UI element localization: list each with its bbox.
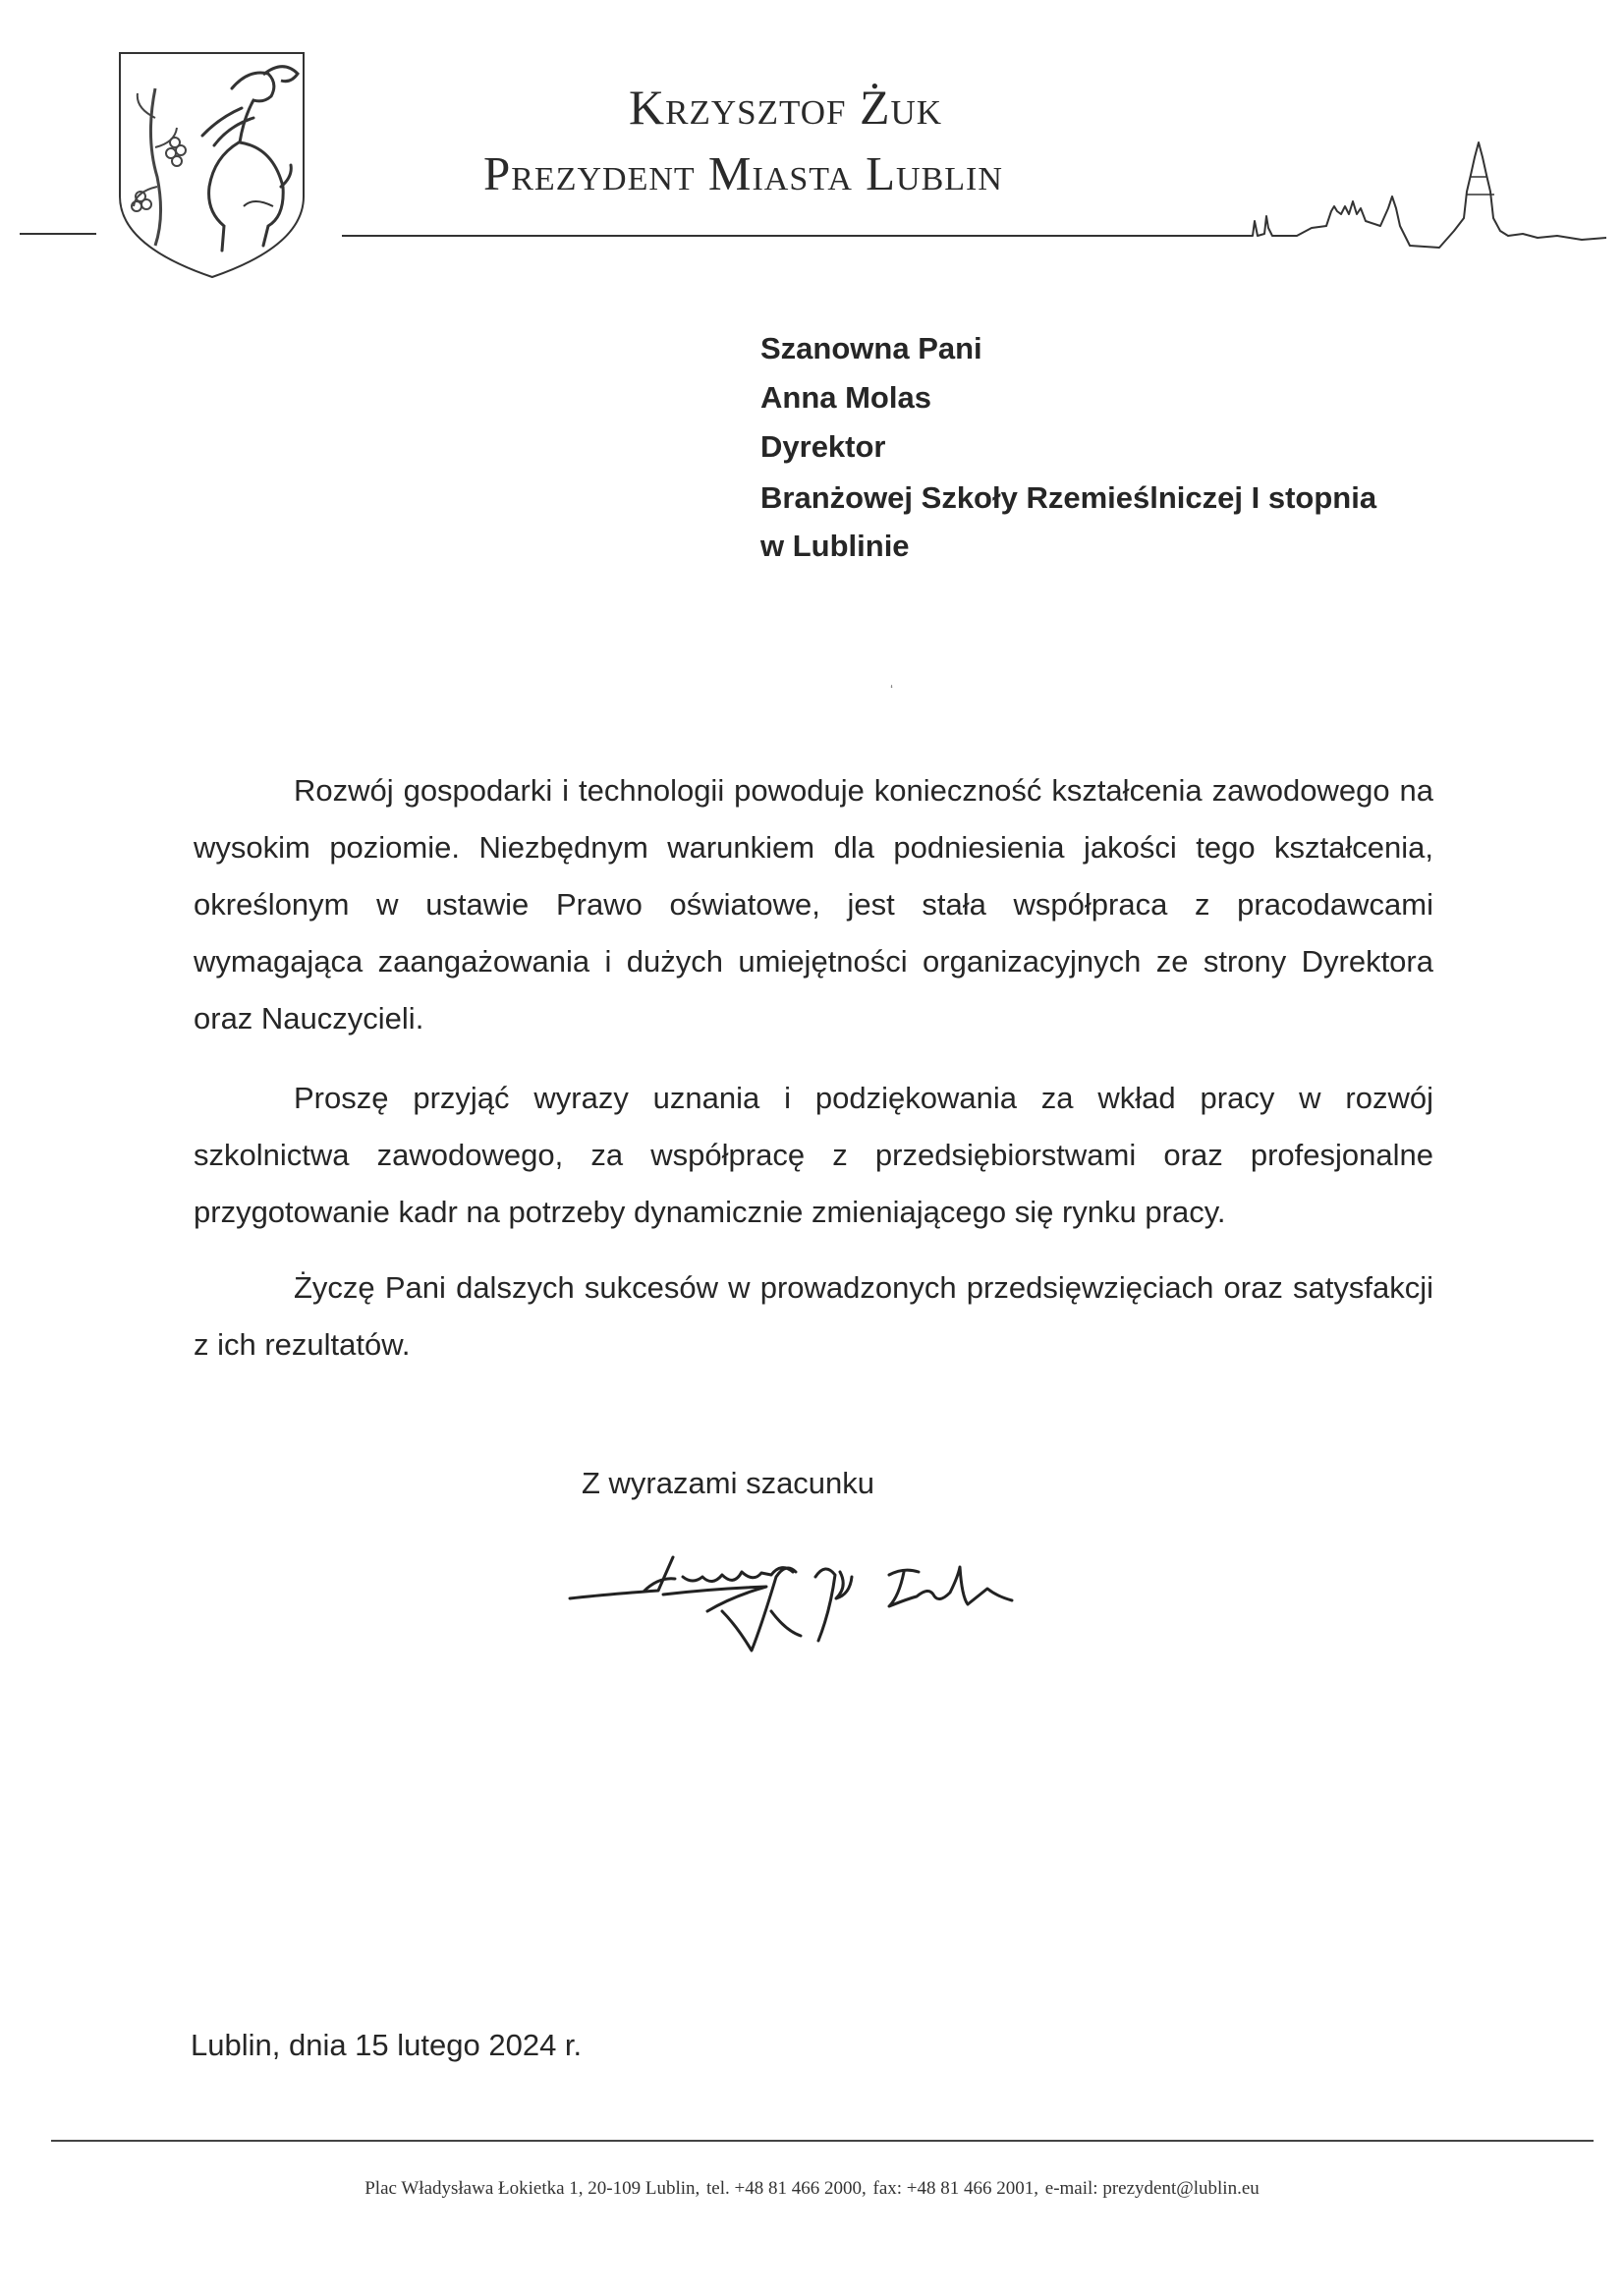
letter-body-3 <box>194 1259 1433 1373</box>
lublin-goat-crest-icon <box>116 49 308 280</box>
body-paragraph-3: Życzę Pani dalszych sukcesów w prowadzonych przedsięwzięciach oraz satysfakcji z ich rezultatów. <box>194 1270 1433 1362</box>
footer-fax: fax: +48 81 466 2001, <box>872 2178 1039 2199</box>
letter-body <box>194 762 1433 1047</box>
body-paragraph-1: Rozwój gospodarki i technologii powoduje konieczność kształcenia zawodowego na wysokim poziomie. Niezbędnym warunkiem dla podniesienia jakości tego kształcenia, określonym w ustawie Prawo oświatowe, jest stała współpraca z pracodawcami wymagająca zaangażowania i dużych umiejętności organizacyjnych ze strony Dyrektora oraz Nauczycieli. <box>194 773 1433 1036</box>
footer-phone: tel. +48 81 466 2000, <box>706 2178 867 2199</box>
header-rule-left <box>20 233 96 235</box>
recipient-salutation: Szanowna Pani <box>760 331 982 365</box>
recipient-city: w Lublinie <box>760 529 910 563</box>
letter-date: Lublin, dnia 15 lutego 2024 r. <box>191 2028 583 2062</box>
recipient-institution: Branżowej Szkoły Rzemieślniczej I stopnia <box>760 480 1377 515</box>
recipient-name: Anna Molas <box>760 380 931 415</box>
scan-mark: ʻ <box>890 682 894 698</box>
body-paragraph-2: Proszę przyjąć wyrazy uznania i podziękowania za wkład pracy w rozwój szkolnictwa zawodowego, za współpracę z przedsiębiorstwami oraz profesjonalne przygotowanie kadr na potrzeby dynamicznie zmieniającego się rynku pracy. <box>194 1081 1433 1229</box>
footer-rule <box>51 2140 1594 2142</box>
lublin-skyline-icon <box>1243 138 1606 251</box>
footer-email: e-mail: prezydent@lublin.eu <box>1044 2178 1260 2199</box>
footer-address: Plac Władysława Łokietka 1, 20-109 Lublin, <box>364 2178 700 2199</box>
footer-contact <box>0 2178 1624 2200</box>
recipient-position: Dyrektor <box>760 429 886 464</box>
letterhead-title: Prezydent Miasta Lublin <box>483 146 1003 200</box>
closing-phrase: Z wyrazami szacunku <box>582 1466 875 1500</box>
letter-body-2 <box>194 1070 1433 1241</box>
handwritten-signature-icon <box>565 1518 1032 1655</box>
header-rule <box>342 235 1251 237</box>
letterhead-name: Krzysztof Żuk <box>629 80 943 135</box>
